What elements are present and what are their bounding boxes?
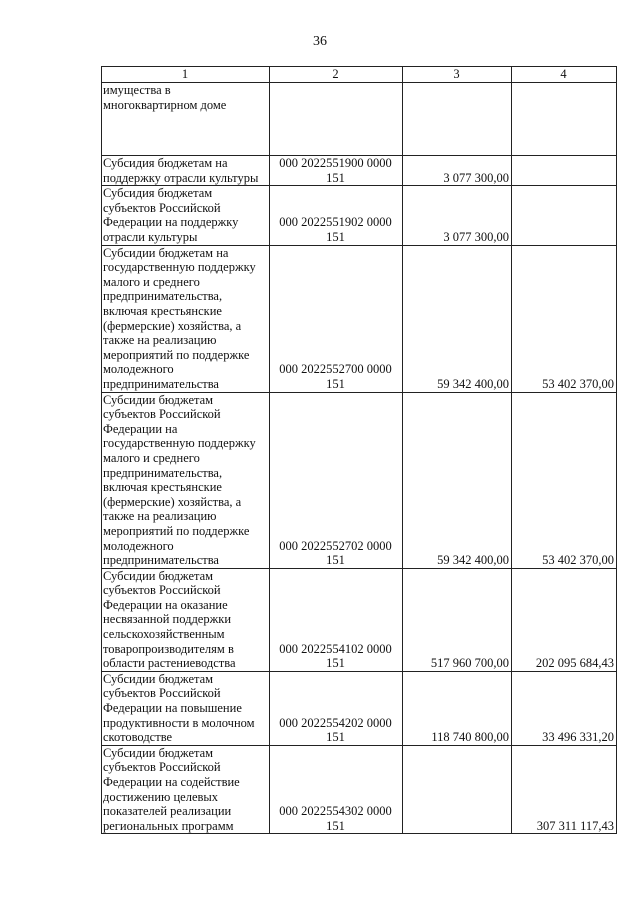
table-row (102, 392, 617, 568)
row-col3: 517 960 700,00 (403, 568, 512, 671)
row-code (270, 186, 403, 245)
row-code-text: 000 2022552700 0000 151 (279, 362, 392, 391)
row-code-text: 000 2022554302 0000 151 (279, 804, 392, 833)
row-name-text: Субсидии бюджетам на государственную поддержку малого и среднего предпринимательства, включая крестьянские (фермерские) хозяйства, а также на реализацию мероприятий по поддержке молодежного предпринимательства (103, 245, 256, 391)
page-number: 36 (313, 34, 327, 49)
row-col4: 53 402 370,00 (512, 392, 617, 568)
row-code (270, 568, 403, 671)
row-col3: 59 342 400,00 (403, 245, 512, 392)
row-code-text: 000 2022552702 0000 151 (279, 538, 392, 568)
row-name (102, 186, 270, 245)
row-name-text: Субсидии бюджетам субъектов Российской Федерации на государственную поддержку малого и среднего предпринимательства, включая крестьянские (фермерские) хозяйства, а также на реализацию мероприятий по поддержке молодежного предпринимательства (103, 392, 256, 568)
row-name-text: Субсидия бюджетам на поддержку отрасли культуры (103, 156, 259, 185)
table-row (102, 745, 617, 834)
row-name (102, 156, 270, 186)
row-col4 (512, 156, 617, 186)
row-name-text: Субсидии бюджетам субъектов Российской Федерации на содействие достижению целевых показателей реализации региональных программ (103, 745, 240, 833)
row-name (102, 392, 270, 568)
table-row (102, 671, 617, 745)
row-code (270, 83, 403, 156)
row-col3: 59 342 400,00 (403, 392, 512, 568)
row-col3 (403, 83, 512, 156)
row-code-text: 000 2022551900 0000 151 (279, 156, 392, 185)
row-col4 (512, 83, 617, 156)
row-col3: 3 077 300,00 (403, 186, 512, 245)
row-code (270, 156, 403, 186)
row-col3: 3 077 300,00 (403, 156, 512, 186)
row-name-text: Субсидия бюджетам субъектов Российской Федерации на поддержку отрасли культуры (103, 186, 239, 244)
row-col3 (403, 745, 512, 834)
row-col4: 202 095 684,43 (512, 568, 617, 671)
table-row (102, 156, 617, 186)
column-header-2: 2 (270, 67, 403, 83)
row-col4: 307 311 117,43 (512, 745, 617, 834)
column-header-1: 1 (102, 67, 270, 83)
row-name (102, 83, 270, 156)
column-header-3: 3 (403, 67, 512, 83)
row-code-text: 000 2022554102 0000 151 (279, 641, 392, 671)
row-name (102, 745, 270, 834)
row-name (102, 671, 270, 745)
table-header-row (102, 67, 617, 83)
row-col4: 53 402 370,00 (512, 245, 617, 392)
table-row (102, 568, 617, 671)
row-name-text: Субсидии бюджетам субъектов Российской Федерации на повышение продуктивности в молочном скотоводстве (103, 671, 255, 745)
row-code (270, 745, 403, 834)
column-header-4: 4 (512, 67, 617, 83)
row-col3: 118 740 800,00 (403, 671, 512, 745)
row-code (270, 245, 403, 392)
row-name-text: имущества в многоквартирном доме (103, 83, 227, 112)
row-name-text: Субсидии бюджетам субъектов Российской Федерации на оказание несвязанной поддержки сельскохозяйственным товаропроизводителям в области растениеводства (103, 568, 236, 671)
row-col4: 33 496 331,20 (512, 671, 617, 745)
row-code-text: 000 2022551902 0000 151 (279, 215, 392, 244)
table-row (102, 245, 617, 392)
row-code (270, 392, 403, 568)
table-row (102, 186, 617, 245)
budget-table (101, 66, 617, 834)
table-row (102, 83, 617, 156)
row-code-text: 000 2022554202 0000 151 (279, 715, 392, 745)
row-name (102, 245, 270, 392)
row-code (270, 671, 403, 745)
row-name (102, 568, 270, 671)
row-col4 (512, 186, 617, 245)
